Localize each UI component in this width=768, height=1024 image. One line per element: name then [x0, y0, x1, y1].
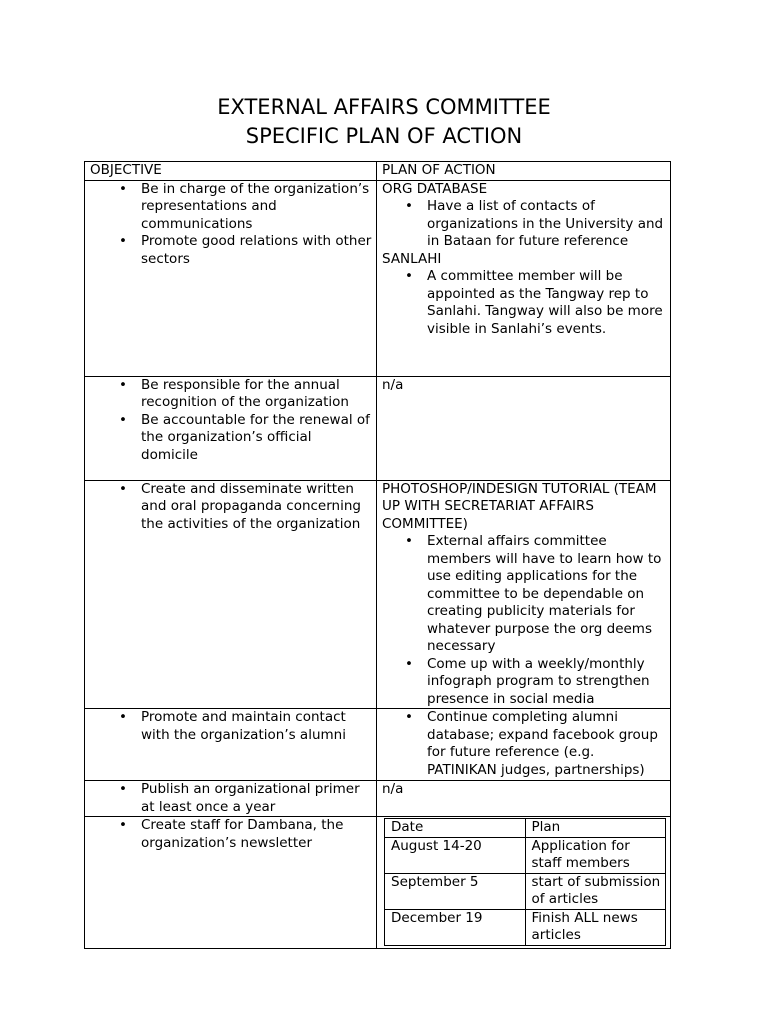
list-item: • External affairs committee members will have to learn how to use editing applications for the committee to be dependable on creating publicity materials for whatever purpose the org deems necessary: [427, 533, 666, 656]
schedule-date: December 19: [385, 909, 526, 945]
list-item: • Be in charge of the organization’s representations and communications: [141, 181, 372, 234]
table-row: [85, 817, 671, 949]
schedule-row: [385, 837, 666, 873]
objective-list: [90, 817, 372, 852]
list-item: • Be accountable for the renewal of the organization’s official domicile: [141, 412, 372, 465]
objective-cell: [85, 817, 377, 949]
schedule-date: August 14-20: [385, 837, 526, 873]
objective-list: [90, 781, 372, 816]
plan-list: [382, 198, 666, 251]
schedule-header-row: [385, 819, 666, 838]
list-item: • Be responsible for the annual recognition of the organization: [141, 377, 372, 412]
plan-list: [382, 533, 666, 708]
table-row: [85, 781, 671, 817]
list-item: • Promote and maintain contact with the organization’s alumni: [141, 709, 372, 744]
table-row: [85, 480, 671, 709]
plan-cell: [377, 817, 671, 949]
plan-cell: [377, 781, 671, 817]
list-item: • Create staff for Dambana, the organization’s newsletter: [141, 817, 372, 852]
objective-list: [90, 709, 372, 744]
plan-list: [382, 268, 666, 338]
plan-text: n/a: [382, 781, 404, 797]
list-item: • Have a list of contacts of organizations in the University and in Bataan for future reference: [427, 198, 666, 251]
objective-list: [90, 481, 372, 534]
schedule-plan: Finish ALL news articles: [525, 909, 666, 945]
schedule-plan: Application for staff members: [525, 837, 666, 873]
list-item: • Continue completing alumni database; expand facebook group for future reference (e.g. PATINIKAN judges, partnerships): [427, 709, 666, 779]
plan-cell: [377, 376, 671, 480]
plan-of-action-table: [84, 161, 671, 949]
schedule-header-plan: Plan: [525, 819, 666, 838]
plan-cell: [377, 480, 671, 709]
objective-cell: [85, 180, 377, 376]
list-item: • Come up with a weekly/monthly infograph program to strengthen presence in social media: [427, 656, 666, 709]
plan-cell: [377, 709, 671, 781]
plan-section-heading: PHOTOSHOP/INDESIGN TUTORIAL (TEAM UP WITH SECRETARIAT AFFAIRS COMMITTEE): [382, 480, 657, 532]
plan-list: [382, 709, 666, 779]
schedule-row: [385, 873, 666, 909]
list-item: • Create and disseminate written and oral propaganda concerning the activities of the organization: [141, 481, 372, 534]
plan-section-heading: ORG DATABASE: [382, 180, 488, 197]
list-item: • Promote good relations with other sectors: [141, 233, 372, 268]
dambana-schedule-table: [384, 818, 666, 946]
objective-list: [90, 377, 372, 465]
header-objective: OBJECTIVE: [85, 162, 377, 181]
table-header-row: [85, 162, 671, 181]
objective-cell: [85, 781, 377, 817]
plan-text: n/a: [382, 376, 404, 393]
list-item: • Publish an organizational primer at least once a year: [141, 781, 372, 816]
objective-cell: [85, 709, 377, 781]
plan-section-heading: SANLAHI: [382, 250, 442, 267]
document-subtitle: SPECIFIC PLAN OF ACTION: [245, 124, 523, 148]
objective-cell: [85, 376, 377, 480]
document-title: EXTERNAL AFFAIRS COMMITTEE: [217, 95, 551, 119]
list-item: • A committee member will be appointed as the Tangway rep to Sanlahi. Tangway will also be more visible in Sanlahi’s events.: [427, 268, 666, 338]
schedule-plan: start of submission of articles: [525, 873, 666, 909]
header-plan-of-action: PLAN OF ACTION: [377, 162, 671, 181]
table-row: [85, 376, 671, 480]
plan-cell: [377, 180, 671, 376]
table-row: [85, 709, 671, 781]
schedule-row: [385, 909, 666, 945]
schedule-header-date: Date: [385, 819, 526, 838]
objective-list: [90, 181, 372, 269]
table-row: [85, 180, 671, 376]
objective-cell: [85, 480, 377, 709]
schedule-date: September 5: [385, 873, 526, 909]
